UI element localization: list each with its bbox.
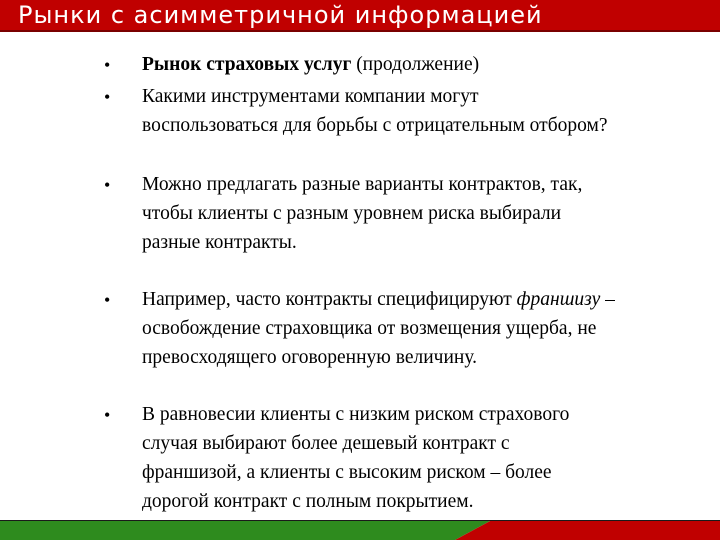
bullet-text — [142, 170, 712, 257]
franchise-term: франшизу — [516, 289, 601, 310]
bullet-marker: • — [104, 175, 111, 195]
bullet-heading-bold: Рынок страховых услуг — [142, 54, 352, 75]
bullet-line: В равновесии клиенты с низким риском страхового — [142, 404, 570, 425]
bullet-line: превосходящего оговоренную величину. — [142, 347, 478, 368]
bullet-line-pre: Например, часто контракты специфицируют — [142, 289, 517, 310]
bullet-marker: • — [104, 290, 111, 310]
bullet-line: Можно предлагать разные варианты контрактов, так, — [142, 174, 583, 195]
bullet-line: освобождение страховщика от возмещения ущерба, не — [142, 318, 597, 339]
bullet-line: случая выбирают более дешевый контракт с — [142, 433, 510, 454]
bullet-heading-rest: (продолжение) — [351, 54, 480, 75]
bullet-line — [142, 285, 712, 314]
bullet-line: разные контракты. — [142, 232, 297, 253]
bullet-marker: • — [104, 405, 111, 425]
bullet-line: воспользоваться для борьбы с отрицательным отбором? — [142, 115, 608, 136]
bullet-text — [142, 50, 712, 79]
footer-green-band — [0, 520, 492, 540]
bullet-text — [142, 400, 712, 516]
bullet-marker: • — [104, 55, 111, 75]
bullet-line: дорогой контракт с полным покрытием. — [142, 491, 474, 512]
bullet-line: чтобы клиенты с разным уровнем риска выбирали — [142, 203, 562, 224]
bullet-line-post: – — [600, 289, 615, 310]
bullet-marker: • — [104, 87, 111, 107]
bullet-line: франшизой, а клиенты с высоким риском – более — [142, 462, 552, 483]
bullet-line: Какими инструментами компании могут — [142, 86, 479, 107]
slide-title: Рынки с асимметричной информацией — [18, 1, 543, 29]
footer-decoration — [0, 520, 720, 540]
bullet-text — [142, 285, 712, 372]
bullet-text — [142, 82, 712, 140]
footer-red-band — [455, 520, 720, 540]
